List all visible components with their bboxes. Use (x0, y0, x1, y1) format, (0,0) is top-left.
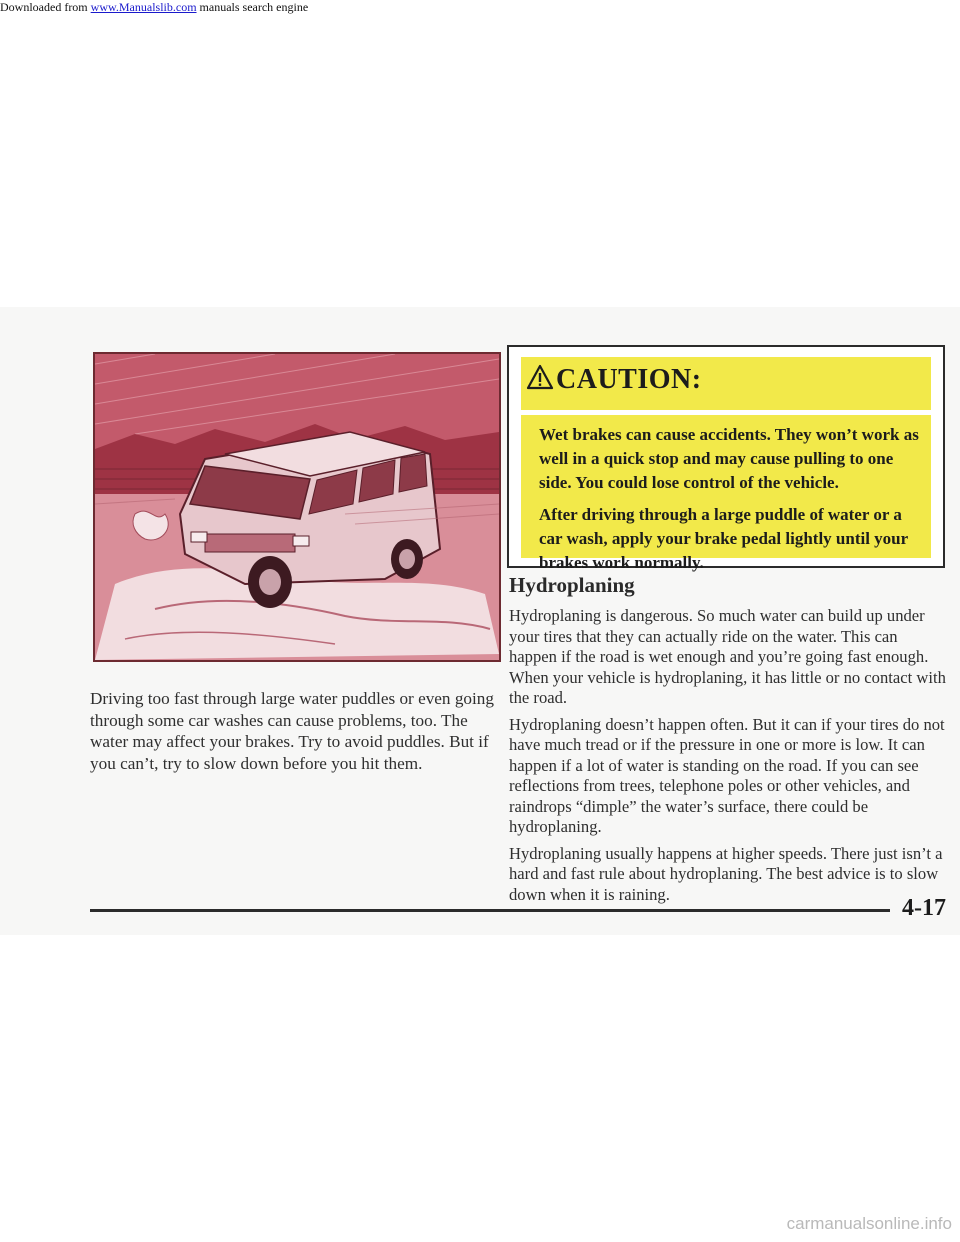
warning-triangle-icon (526, 364, 554, 390)
caution-title: CAUTION: (556, 364, 702, 395)
hydroplaning-paragraph: Hydroplaning usually happens at higher speeds. There just isn’t a hard and fast rule about hydroplaning. The best advice is to slow down when it is raining. (509, 843, 943, 904)
caution-paragraph: After driving through a large puddle of water or a car wash, apply your brake pedal lightly until your brakes work normally. (539, 505, 908, 572)
download-suffix: manuals search engine (196, 0, 309, 14)
wet-brakes-intro-paragraph: Driving too fast through large water puddles or even going through some car washes can cause problems, too. The water may affect your brakes. Try to avoid puddles. But if you can’t, try to slow down before you hit them. (90, 689, 494, 773)
hydroplaning-paragraph: Hydroplaning is dangerous. So much water can build up under your tires that they can actually ride on the water. This can happen if the road is wet enough and you’re going fast enough. When your vehicle is hydroplaning, it has little or no contact with the road. (509, 606, 946, 707)
caution-box (507, 345, 945, 572)
download-source-line (0, 0, 308, 15)
caution-paragraph: Wet brakes can cause accidents. They won’t work as well in a quick stop and may cause pulling to one side. You could lose control of the vehicle. (539, 425, 919, 492)
footer-rule (90, 909, 890, 912)
caution-body (521, 415, 931, 572)
manualslib-link[interactable]: www.Manualslib.com (90, 0, 197, 14)
site-watermark: carmanualsonline.info (786, 1214, 952, 1233)
hydroplaning-heading: Hydroplaning (509, 573, 635, 597)
van-puddle-illustration (93, 352, 501, 662)
page-number: 4-17 (902, 895, 946, 921)
hydroplaning-paragraph: Hydroplaning doesn’t happen often. But it can if your tires do not have much tread or if the pressure in one or more is low. It can happen if a lot of water is standing on the road. If you can see reflections from trees, telephone poles or other vehicles, and raindrops “dimple” the water’s surface, there could be hydroplaning. (509, 714, 945, 836)
download-prefix: Downloaded from (0, 0, 91, 14)
hydroplaning-text (509, 606, 947, 911)
caution-header (521, 357, 931, 410)
